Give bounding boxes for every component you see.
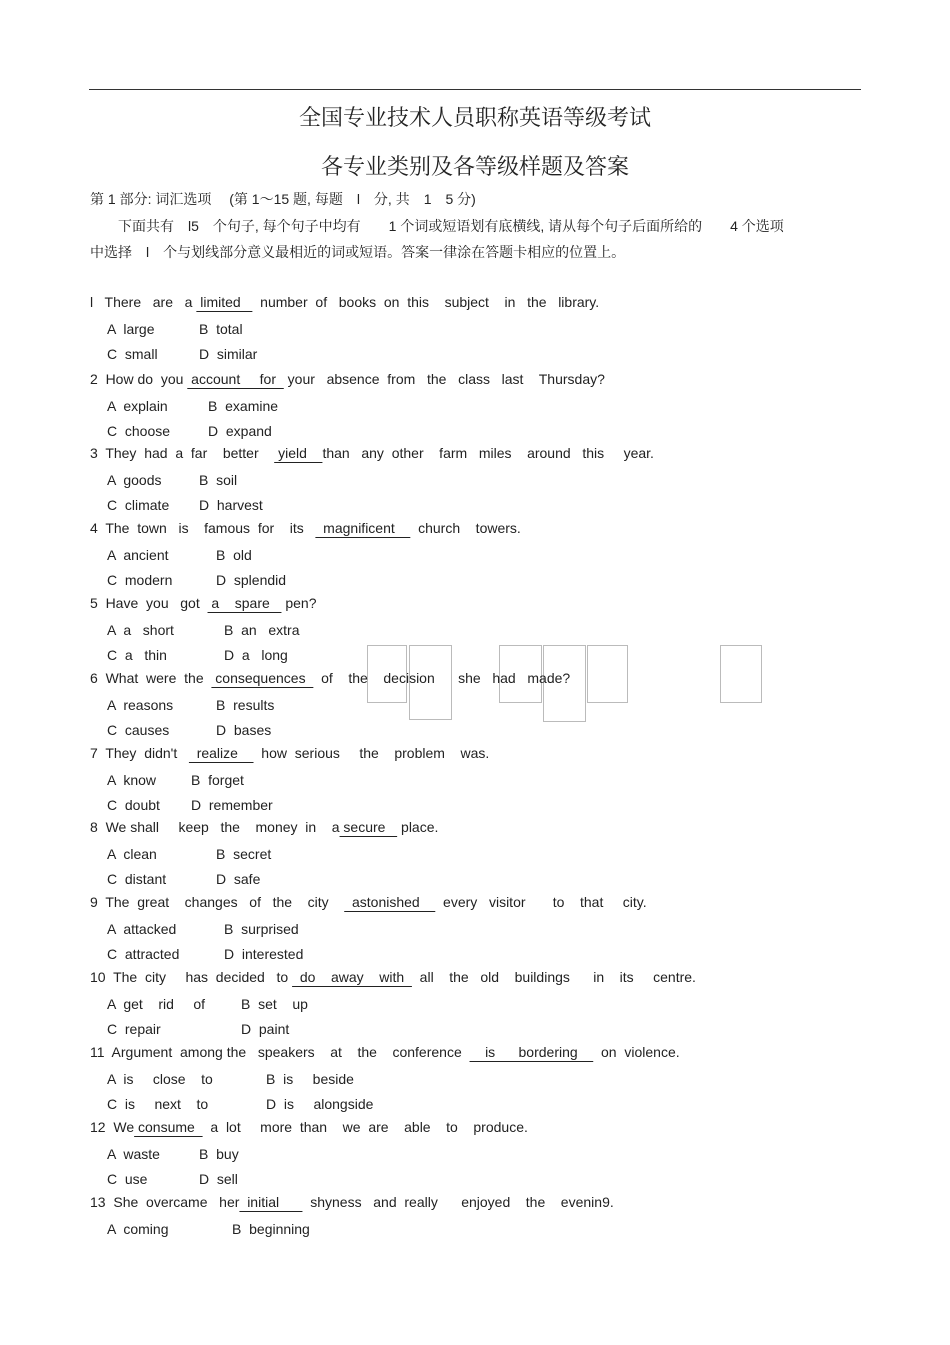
underlined-word: limited bbox=[196, 294, 253, 310]
answer-option-b: B examine bbox=[208, 398, 279, 414]
question-text: 3 They had a far better bbox=[90, 445, 275, 461]
answer-option-c: C modern bbox=[107, 572, 173, 588]
question-text: 4 The town is famous for its bbox=[90, 520, 316, 536]
answer-option-a: A is close to bbox=[107, 1071, 213, 1087]
question-stem bbox=[90, 1044, 680, 1060]
answer-option-d: D paint bbox=[241, 1021, 290, 1037]
answer-option-c: C use bbox=[107, 1171, 148, 1187]
answer-option-a: A large bbox=[107, 321, 155, 337]
answer-option-c: C is next to bbox=[107, 1096, 209, 1112]
underlined-word: magnificent bbox=[315, 520, 411, 536]
underlined-word: a spare bbox=[207, 595, 282, 611]
question-stem bbox=[90, 670, 570, 686]
answer-option-c: C repair bbox=[107, 1021, 161, 1037]
question-text: shyness and really enjoyed the evenin9. bbox=[302, 1194, 614, 1210]
underlined-word: do away with bbox=[292, 969, 412, 985]
answer-option-b: B is beside bbox=[266, 1071, 354, 1087]
answer-option-d: D safe bbox=[216, 871, 261, 887]
answer-option-d: D is alongside bbox=[266, 1096, 374, 1112]
answer-option-a: A explain bbox=[107, 398, 168, 414]
question-stem bbox=[90, 894, 647, 910]
question-stem bbox=[90, 294, 599, 310]
answer-option-b: B results bbox=[216, 697, 275, 713]
answer-option-d: D remember bbox=[191, 797, 273, 813]
underlined-word: consequences bbox=[211, 670, 314, 686]
answer-option-a: A ancient bbox=[107, 547, 169, 563]
scan-artifact-box bbox=[720, 645, 762, 703]
question-stem bbox=[90, 745, 489, 761]
question-stem bbox=[90, 445, 654, 461]
question-text: on violence. bbox=[593, 1044, 680, 1060]
answer-option-b: B beginning bbox=[232, 1221, 310, 1237]
question-text: 8 We shall keep the money in a bbox=[90, 819, 340, 835]
instructions-line-1: 下面共有 l5 个句子, 每个句子中均有 1 个词或短语划有底横线, 请从每个句子后面所给的 4 个选项 bbox=[90, 218, 784, 234]
answer-option-d: D a long bbox=[224, 647, 288, 663]
question-stem bbox=[90, 1194, 614, 1210]
answer-option-a: A a short bbox=[107, 622, 174, 638]
answer-option-c: C doubt bbox=[107, 797, 160, 813]
question-text: 7 They didn't bbox=[90, 745, 189, 761]
question-text: l There are a bbox=[90, 294, 197, 310]
document-subtitle: 各专业类别及各等级样题及答案 bbox=[320, 155, 629, 180]
answer-option-d: D splendid bbox=[216, 572, 287, 588]
section-heading: 第 1 部分: 词汇选项 (第 1～15 题, 每题 l 分, 共 1 5 分) bbox=[90, 191, 476, 207]
answer-option-a: A reasons bbox=[107, 697, 174, 713]
question-text: every visitor to that city. bbox=[435, 894, 647, 910]
question-stem bbox=[90, 969, 696, 985]
answer-option-c: C climate bbox=[107, 497, 170, 513]
underlined-word: account for bbox=[187, 371, 284, 387]
answer-option-d: D interested bbox=[224, 946, 304, 962]
question-text: 13 She overcame her bbox=[90, 1194, 240, 1210]
question-stem bbox=[90, 595, 317, 611]
question-text: how serious the problem was. bbox=[253, 745, 490, 761]
question-text: 10 The city has decided to bbox=[90, 969, 293, 985]
answer-option-b: B soil bbox=[199, 472, 238, 488]
answer-option-c: C attracted bbox=[107, 946, 180, 962]
question-text: your absence from the class last Thursday? bbox=[283, 371, 605, 387]
answer-option-b: B surprised bbox=[224, 921, 299, 937]
question-text: church towers. bbox=[410, 520, 521, 536]
question-stem bbox=[90, 520, 521, 536]
question-text: all the old buildings in its centre. bbox=[411, 969, 696, 985]
question-text: 2 How do you bbox=[90, 371, 188, 387]
answer-option-a: A clean bbox=[107, 846, 157, 862]
document-title: 全国专业技术人员职称英语等级考试 bbox=[298, 106, 651, 131]
answer-option-c: C choose bbox=[107, 423, 171, 439]
underlined-word: yield bbox=[274, 445, 323, 461]
question-text: 6 What were the bbox=[90, 670, 212, 686]
question-stem bbox=[90, 819, 438, 835]
answer-option-a: A attacked bbox=[107, 921, 177, 937]
answer-option-d: D sell bbox=[199, 1171, 238, 1187]
underlined-word: astonished bbox=[344, 894, 436, 910]
top-rule bbox=[89, 89, 861, 90]
underlined-word: initial bbox=[239, 1194, 303, 1210]
question-stem bbox=[90, 1119, 528, 1135]
answer-option-c: C distant bbox=[107, 871, 167, 887]
answer-option-b: B set up bbox=[241, 996, 308, 1012]
answer-option-d: D expand bbox=[208, 423, 272, 439]
underlined-word: consume bbox=[134, 1119, 203, 1135]
answer-option-a: A know bbox=[107, 772, 157, 788]
underlined-word: secure bbox=[339, 819, 398, 835]
question-text: than any other farm miles around this year. bbox=[322, 445, 654, 461]
question-text: 9 The great changes of the city bbox=[90, 894, 345, 910]
answer-option-b: B total bbox=[199, 321, 243, 337]
answer-option-d: D harvest bbox=[199, 497, 263, 513]
answer-option-a: A goods bbox=[107, 472, 162, 488]
answer-option-c: C causes bbox=[107, 722, 170, 738]
answer-option-b: B secret bbox=[216, 846, 272, 862]
answer-option-b: B buy bbox=[199, 1146, 239, 1162]
answer-option-a: A coming bbox=[107, 1221, 169, 1237]
question-text: place. bbox=[397, 819, 439, 835]
answer-option-c: C a thin bbox=[107, 647, 167, 663]
question-text: number of books on this subject in the library. bbox=[252, 294, 600, 310]
question-text: 12 We bbox=[90, 1119, 135, 1135]
answer-option-a: A waste bbox=[107, 1146, 160, 1162]
answer-option-b: B an extra bbox=[224, 622, 300, 638]
question-text: a lot more than we are able to produce. bbox=[202, 1119, 528, 1135]
answer-option-d: D bases bbox=[216, 722, 272, 738]
scan-artifact-box bbox=[587, 645, 628, 703]
underlined-word: realize bbox=[188, 745, 254, 761]
question-text: 5 Have you got bbox=[90, 595, 208, 611]
instructions-line-2: 中选择 l 个与划线部分意义最相近的词或短语。答案一律涂在答题卡相应的位置上。 bbox=[90, 244, 626, 260]
answer-option-b: B old bbox=[216, 547, 252, 563]
question-text: 11 Argument among the speakers at the conference bbox=[90, 1044, 470, 1060]
question-stem bbox=[90, 371, 605, 387]
answer-option-d: D similar bbox=[199, 346, 258, 362]
underlined-word: is bordering bbox=[469, 1044, 594, 1060]
question-text: pen? bbox=[281, 595, 317, 611]
answer-option-a: A get rid of bbox=[107, 996, 206, 1012]
answer-option-c: C small bbox=[107, 346, 158, 362]
answer-option-b: B forget bbox=[191, 772, 244, 788]
question-text: of the decision she had made? bbox=[313, 670, 571, 686]
